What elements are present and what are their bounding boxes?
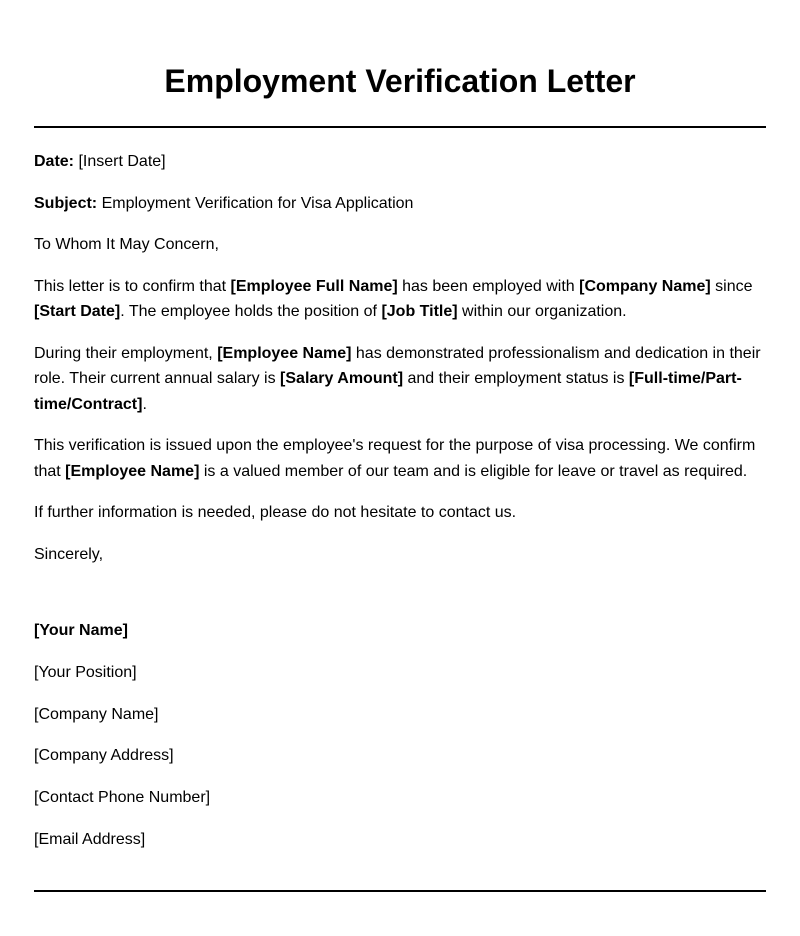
signature-position: [Your Position] [34, 663, 137, 681]
letter-body [34, 149, 766, 869]
para1-text-2: has been employed with [397, 277, 580, 295]
paragraph-confirmation [34, 274, 766, 325]
para2-text-2: has demonstrated professionalism and dedication in their role. Their current annual salary is [34, 344, 761, 387]
signature-email: [Email Address] [34, 830, 146, 848]
placeholder-employee-full-name: [Employee Full Name] [230, 277, 398, 295]
page-title: Employment Verification Letter [164, 63, 636, 99]
paragraph-employment-details [34, 341, 766, 418]
date-value: [Insert Date] [74, 153, 166, 170]
signature-name-text: [Your Name] [34, 622, 128, 639]
signature-phone: [Contact Phone Number] [34, 789, 211, 807]
para2-text-4: . [142, 395, 147, 413]
para3-text-2: is a valued member of our team and is eligible for leave or travel as required. [199, 462, 748, 480]
placeholder-company-name: [Company Name] [579, 277, 711, 295]
paragraph-contact: If further information is needed, please do not hesitate to contact us. [34, 504, 517, 521]
placeholder-start-date: [Start Date] [34, 303, 121, 320]
subject-label: Subject: [34, 194, 98, 212]
placeholder-employment-status: [Full-time/Part-time/Contract] [34, 370, 742, 413]
signature-company: [Company Name] [34, 705, 159, 723]
signature-block [34, 618, 766, 852]
subject-line [34, 191, 766, 217]
signature-address: [Company Address] [34, 747, 174, 765]
para2-text-1: During their employment, [34, 344, 218, 362]
placeholder-salary-amount: [Salary Amount] [280, 370, 404, 387]
placeholder-job-title: [Job Title] [381, 303, 458, 320]
signature-name [34, 618, 766, 644]
placeholder-employee-name: [Employee Name] [217, 344, 352, 362]
subject-value: Employment Verification for Visa Application [97, 194, 414, 212]
bottom-divider [34, 890, 766, 892]
closing: Sincerely, [34, 545, 104, 563]
signature-space [34, 583, 766, 618]
date-label: Date: [34, 153, 75, 170]
placeholder-employee-name: [Employee Name] [65, 462, 200, 480]
para2-text-3: and their employment status is [403, 370, 629, 387]
para1-text-1: This letter is to confirm that [34, 277, 231, 295]
paragraph-purpose [34, 433, 766, 484]
date-line [34, 149, 766, 175]
top-divider [34, 126, 766, 128]
para1-text-5: within our organization. [457, 303, 627, 320]
para1-text-4: . The employee holds the position of [120, 303, 382, 320]
salutation: To Whom It May Concern, [34, 236, 219, 253]
para3-text-1: This verification is issued upon the employee's request for the purpose of visa processing. We confirm that [34, 437, 756, 480]
para1-text-3: since [710, 277, 753, 295]
